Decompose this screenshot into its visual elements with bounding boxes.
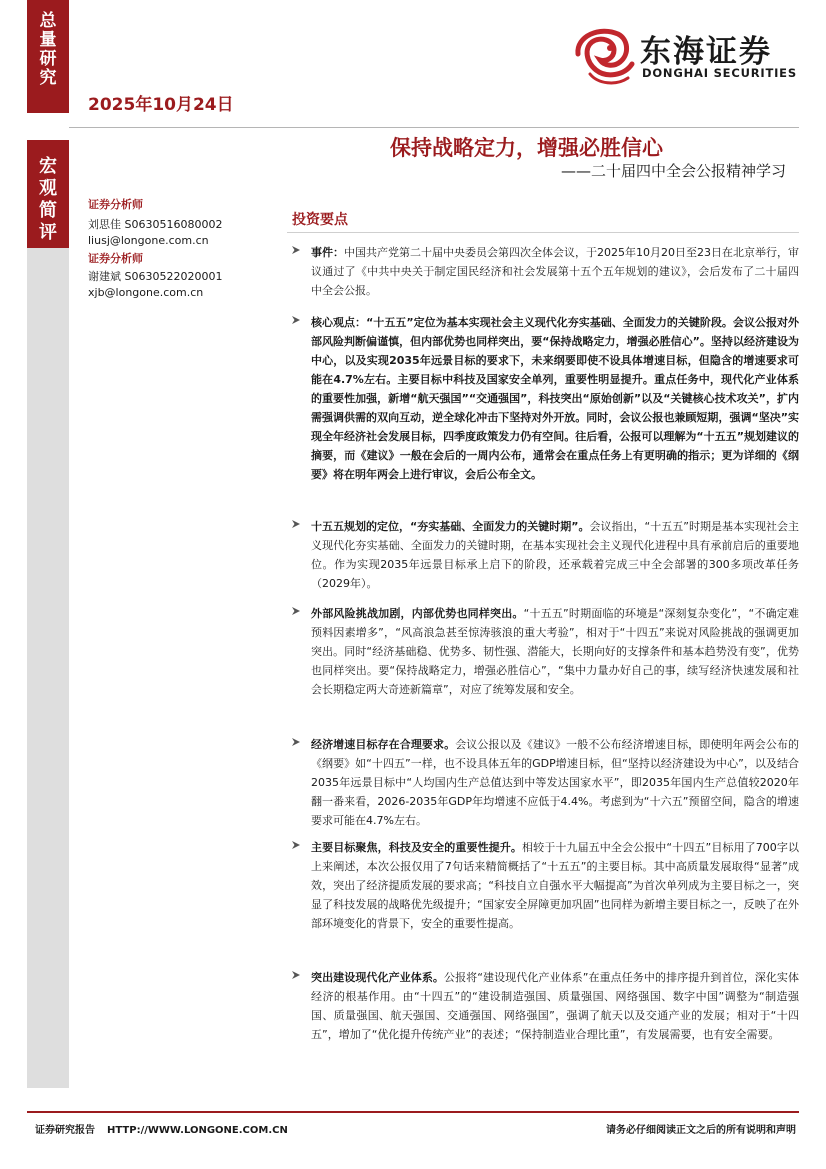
report-type-tab [27, 0, 69, 113]
analyst-name-id: 刘思佳 S0630516080002 [88, 218, 223, 231]
page-title: 保持战略定力，增强必胜信心 [390, 136, 663, 160]
footer-divider [27, 1111, 799, 1113]
analyst-email: xjb@longone.com.cn [88, 286, 204, 299]
bullet-item [291, 968, 799, 1044]
bullet-text: 公报将“建设现代化产业体系”在重点任务中的排序提升到首位，深化实体经济的根基作用。由“十四五”的“建设制造强国、质量强国、网络强国、数字中国”调整为“制造强国、质量强国、航天强国、交通强国、网络强国”，强调了航天以及交通产业的发展；相对于“十四五”，增加了“优化提升传统产业”的表述；“保持制造业合理比重”，有发展需要，也有安全需要。 [311, 971, 799, 1041]
report-category-char: 评 [39, 222, 57, 243]
arrow-bullet-icon [291, 315, 301, 325]
analyst-label: 证券分析师 [88, 252, 143, 265]
page-subtitle: ——二十届四中全会公报精神学习 [560, 162, 786, 180]
bullet-lead: 经济增速目标存在合理要求。 [311, 738, 456, 751]
bullet-item [291, 313, 799, 484]
bullet-lead: 事件： [311, 246, 345, 259]
bullet-item [291, 243, 799, 300]
analyst-label: 证券分析师 [88, 198, 143, 211]
analyst-email: liusj@longone.com.cn [88, 234, 209, 247]
report-date: 2025年10月24日 [88, 95, 234, 115]
bullet-lead: 十五五规划的定位，“夯实基础、全面发力的关键时期”。 [311, 520, 590, 533]
brand-name-cn: 东海证券 [640, 34, 772, 70]
section-divider [287, 232, 799, 233]
report-category-char: 宏 [39, 156, 57, 177]
arrow-bullet-icon [291, 840, 301, 850]
bullet-lead: 突出建设现代化产业体系。 [311, 971, 444, 984]
footer-disclaimer: 请务必仔细阅读正文之后的所有说明和声明 [606, 1125, 796, 1136]
sidebar-strip [27, 248, 69, 1088]
bullet-item [291, 735, 799, 830]
bullet-lead: 外部风险挑战加剧，内部优势也同样突出。 [311, 607, 524, 620]
report-type-char: 研 [39, 49, 57, 69]
bullet-item [291, 838, 799, 933]
report-category-char: 简 [39, 200, 57, 221]
arrow-bullet-icon [291, 245, 301, 255]
arrow-bullet-icon [291, 606, 301, 616]
bullet-lead: 核心观点： [311, 316, 367, 329]
footer-url-link[interactable]: HTTP://WWW.LONGONE.COM.CN [107, 1125, 288, 1136]
arrow-bullet-icon [291, 970, 301, 980]
bullet-text: 会议公报以及《建议》一般不公布经济增速目标，即使明年两会公布的《纲要》如“十四五”一样，也不设具体五年的GDP增速目标，但“坚持以经济建设为中心”，以及结合2035年远景目标中“人均国内生产总值达到中等发达国家水平”，即2035年国内生产总值较2020年翻一番来看，2026-2035年GDP年均增速不应低于4.4%。考虑到为“十六五”预留空间，隐含的增速要求可能在4.7%左右。 [311, 738, 800, 827]
bullet-item [291, 604, 799, 699]
header-divider [69, 127, 799, 128]
report-category-tab [27, 140, 69, 248]
bullet-text: “十五五”定位为基本实现社会主义现代化夯实基础、全面发力的关键阶段。会议公报对外部风险判断偏谨慎，但内部优势也同样突出，要“保持战略定力，增强必胜信心”。坚持以经济建设为中心，以及实现2035年远景目标的要求下，未来纲要即使不设具体增速目标，但隐含的增速要求可能在4.7%左右。主要目标中科技及国家安全单列，重要性明显提升。重点任务中，现代化产业体系的重要性加强，新增“航天强国”“交通强国”，科技突出“原始创新”以及“关键核心技术攻关”，扩内需强调供需的双向互动，逆全球化冲击下坚持对外开放。同时，会议公报也兼顾短期，强调“坚决”实现全年经济社会发展目标，四季度政策发力仍有空间。往后看，公报可以理解为“十五五”规划建议的摘要，而《建议》一般在会后的一周内公布，通常会在重点任务上有更明确的指示；更为详细的《纲要》将在明年两会上进行审议，会后公布全文。 [311, 316, 799, 481]
section-heading: 投资要点 [292, 212, 348, 228]
report-type-char: 量 [39, 30, 57, 50]
bullet-item [291, 517, 799, 593]
analyst-name-id: 谢建斌 S0630522020001 [88, 270, 223, 283]
report-type-char: 总 [39, 11, 57, 31]
footer-report-label: 证券研究报告 [35, 1125, 95, 1136]
bullet-text: 相较于十九届五中全会公报中“十四五”目标用了700字以上来阐述，本次公报仅用了7句话来精简概括了“十五五”的主要目标。其中高质量发展取得“显著”成效，突出了经济提质发展的要求高；“科技自立自强水平大幅提高”为首次单列成为主要目标之一，突显了科技发展的战略优先级提升；“国家安全屏障更加巩固”也同样为新增主要目标之一，反映了在外部环境变化的背景下，安全的重要性提高。 [311, 841, 799, 930]
arrow-bullet-icon [291, 737, 301, 747]
bullet-text: 会议指出，“十五五”时期是基本实现社会主义现代化夯实基础、全面发力的关键时期，在基本实现社会主义现代化进程中具有承前启后的重要地位。作为实现2035年远景目标承上启下的阶段，还承载着完成三中全会部署的300多项改革任务（2029年）。 [311, 520, 799, 590]
bullet-lead: 主要目标聚焦，科技及安全的重要性提升。 [311, 841, 523, 854]
brand-name-en: DONGHAI SECURITIES [642, 66, 797, 80]
footer-left [35, 1121, 300, 1136]
report-category-char: 观 [39, 178, 57, 199]
dragon-emblem-icon [578, 31, 632, 83]
report-type-char: 究 [39, 68, 57, 88]
arrow-bullet-icon [291, 519, 301, 529]
bullet-text: 中国共产党第二十届中央委员会第四次全体会议，于2025年10月20日至23日在北京举行，审议通过了《中共中央关于制定国民经济和社会发展第十五个五年规划的建议》，会后发布了二十届四中全会公报。 [311, 246, 800, 297]
bullet-text: “十五五”时期面临的环境是“深刻复杂变化”，“不确定难预料因素增多”，“风高浪急甚至惊涛骇浪的重大考验”，相对于“十四五”来说对风险挑战的强调更加突出。同时“经济基础稳、优势多、韧性强、潜能大，长期向好的支撑条件和基本趋势没有变”，优势也同样突出。要“保持战略定力，增强必胜信心”，“集中力量办好自己的事，续写经济快速发展和社会长期稳定两大奇迹新篇章”，对应了统筹发展和安全。 [311, 607, 799, 696]
